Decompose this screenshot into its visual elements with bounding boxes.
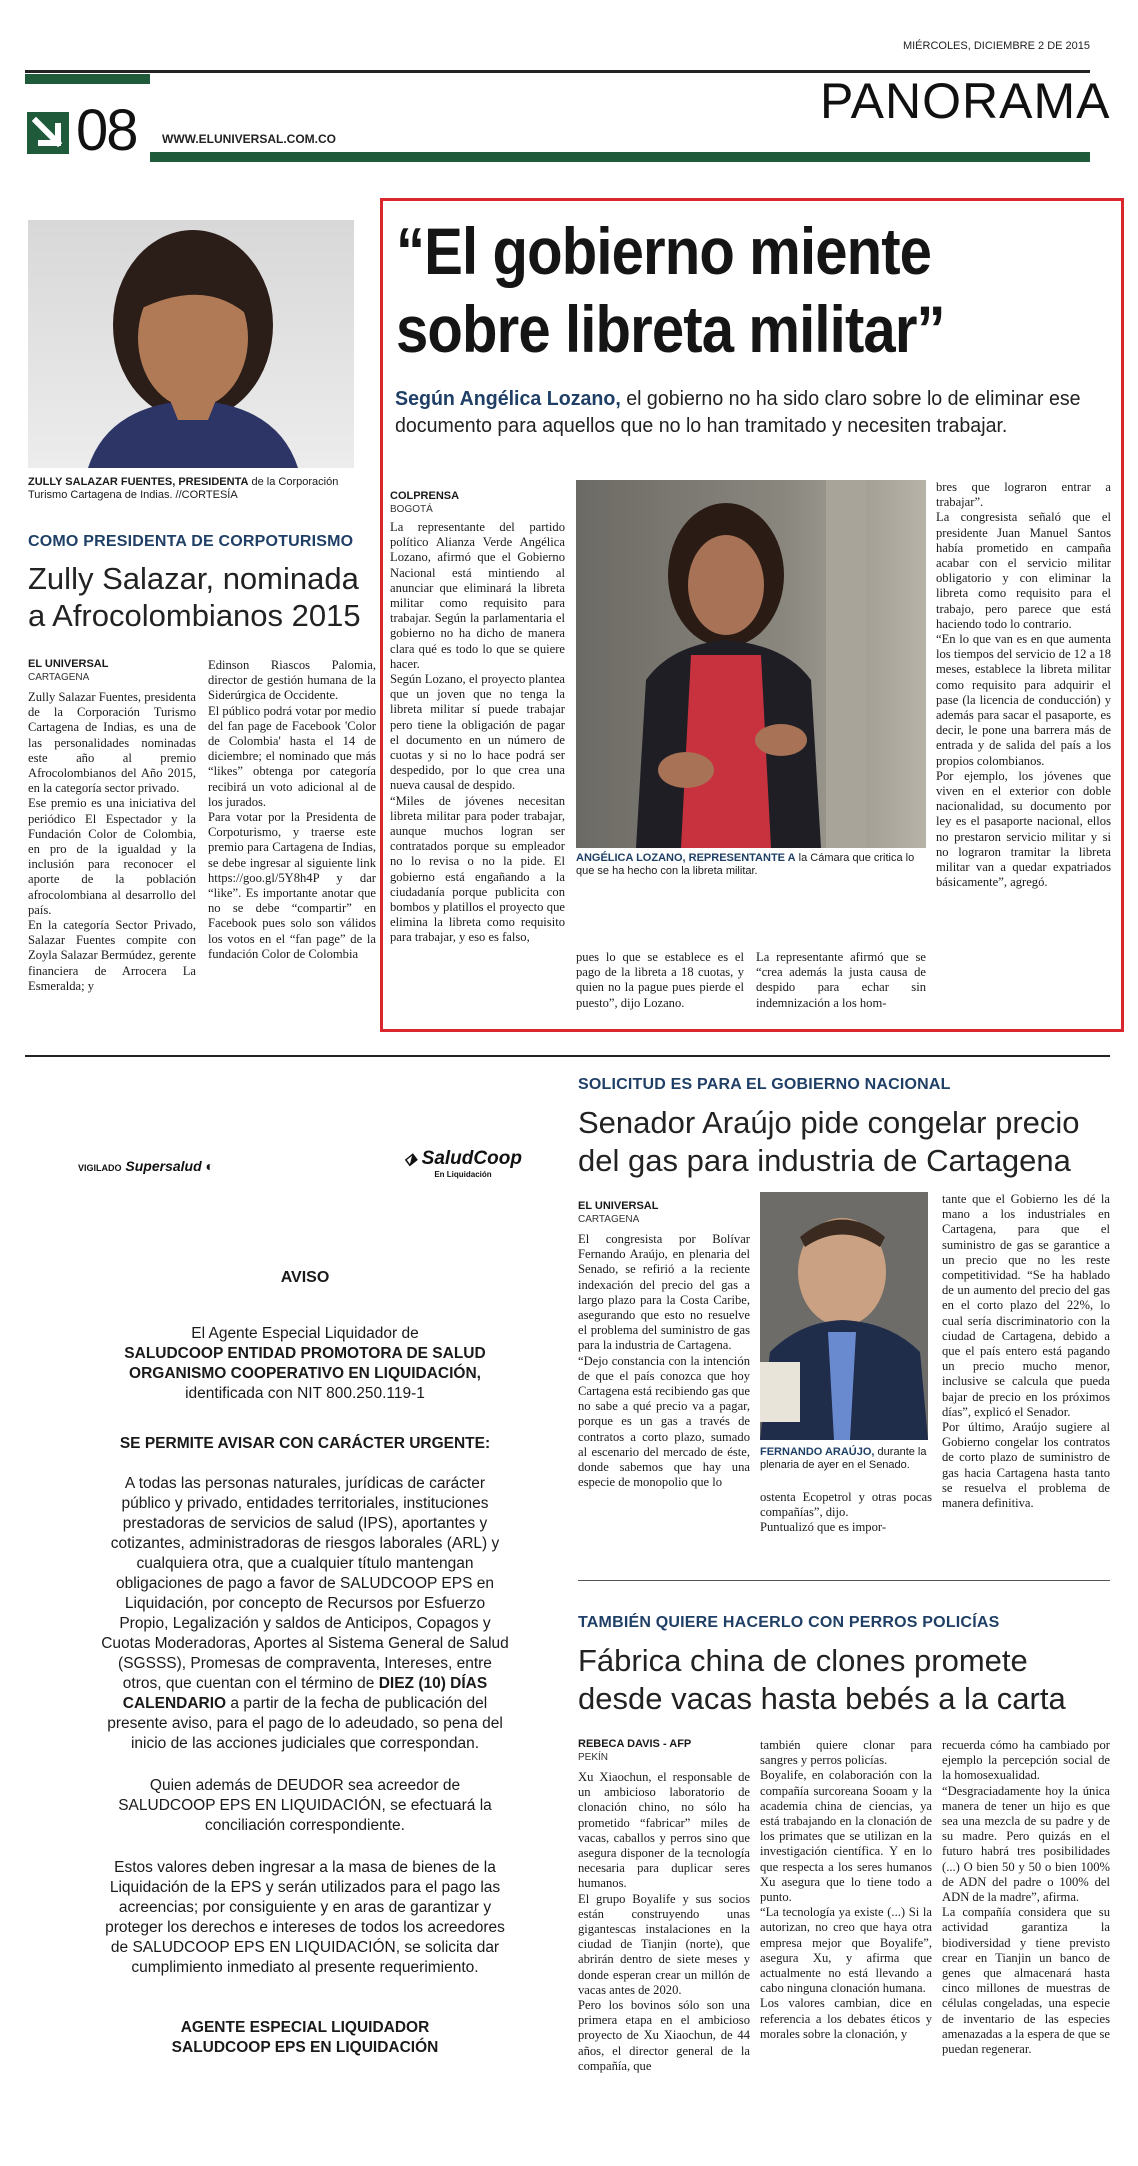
zully-byline: EL UNIVERSAL [28,658,109,670]
saludcoop-mark-icon: ⬗ [404,1151,417,1168]
lozano-headline-line2: sobre libreta militar” [396,292,945,366]
section-divider [25,1055,1110,1057]
lozano-headline [396,212,1030,368]
zully-photo-caption: ZULLY SALAZAR FUENTES, PRESIDENTA de la Corporación Turismo Cartagena de Indias. //CORTESÍA [28,476,339,501]
header-bottom-bar [150,152,1090,162]
notice-paragraph-2: A todas las personas naturales, jurídicas de carácter público y privado, entidades territoriales, instituciones prestadoras de servicios de salud (IPS), aportantes y cotizantes, administradoras de riesgos laborales (ARL) y cualquiera otra, que a cualquier título mantengan obligaciones de pago a favor de SALUDCOOP EPS en Liquidación, por concepto de Recursos por Esfuerzo Propio, Legalización y saldos de Anticipos, Copagos y Cuotas Moderadoras, Aportes al Sistema General de Salud (SGSSS), Promesas de compraventa, Intereses, entre otros, que cuentan con el término de DIEZ (10) DÍAS CALENDARIO a partir de la fecha de publicación del presente aviso, para el pago de lo adeudado, so pena del inicio de las acciones judiciales que correspondan. [101,1475,509,1752]
zully-dateline: CARTAGENA [28,672,90,683]
arrow-down-right-icon [27,112,69,154]
clones-body-col3: recuerda cómo ha cambiado por ejemplo la percepción social de la homosexualidad. “Desgraciadamente hoy la única manera de tener un hijo es que sea una mezcla de su padre y de su madre. Pero quizás en el futuro habrá tres posibilidades (...) O bien 50 y 50 o bien 100% de ADN del padre o 100% del ADN de la madre”, afirma. La compañía considera que su actividad garantiza la biodiversidad y tiene previsto crear en Tianjin un banco de genes que almacenará hasta cinco millones de muestras de células congeladas, una especie de inventario de las especies amenazadas a la espera de que se puedan regenerar. [942,1738,1110,2057]
liquidation-notice [100,1268,510,2058]
clones-body-col2: también quiere clonar para sangres y perros policías. Boyalife, en colaboración con la compañía surcoreana Sooam y la academia china de ciencias, ya está trabajando en la clonación de los primates que se utilizan en la investigación científica. Y en lo que respecta a los seres humanos Xu asegura que lo tiene todo a punto. “La tecnología ya existe (...) Si la autorizan, no creo que haya otra empresa mejor que Boyalife”, asegura Xu, y afirma que actualmente no está llevando a cabo ninguna clonación humana. Los valores cambian, dice en referencia a los debates éticos y morales sobre la clonación, y [760,1738,932,2041]
clones-dateline: PEKÍN [578,1752,609,1763]
notice-signature-2: SALUDCOOP EPS EN LIQUIDACIÓN [171,2039,439,2056]
lozano-deck-highlight: Según Angélica Lozano, [395,388,621,410]
zully-body-col2: Edinson Riascos Palomia, director de gestión humana de la Siderúrgica de Occidente. El público podrá votar por medio del fan page de Facebook 'Color de Colombia' hasta el 14 de diciembre; el nominado que más “likes” obtenga por categoría recibirá un voto adicional al de los jurados. Para votar por la Presidenta de Corpoturismo, y traerse este premio para Cartagena de Indias, se debe ingresar al siguiente link https://goo.gl/5Y8h4P y dar “like”. Es importante anotar que no se debe “compartir” en Facebook pues solo son válidos los votos en el “fan page” de la fundación Color de Colombia [208,658,376,961]
issue-date: MIÉRCOLES, DICIEMBRE 2 DE 2015 [902,40,1090,52]
araujo-body-col3: tante que el Gobierno les dé la mano a los industriales en Cartagena, para que el suministro de gas se garantice a un precio que no les reste competitividad. “Se ha hablado de un aumento del precio del gas en el corto plazo del 22%, lo cual sería discriminatorio con la ciudad de Cartagena, debido a que el país entero está pagando un precio mucho menor, inclusive se calcula que pueda bajar de precio en los próximos días”, explicó el Senador. Por último, Araújo sugiere al Gobierno congelar los contratos de corto plazo de suministro de gas hacia Cartagena hasta tanto se resuelva el problema de manera definitiva. [942,1192,1110,1511]
zully-kicker: COMO PRESIDENTA DE CORPOTURISMO [28,533,354,550]
araujo-photo-caption: FERNANDO ARAÚJO, durante la plenaria de ayer en el Senado. [760,1446,927,1471]
lozano-body-col2: pues lo que se establece es el pago de la libreta a 18 cuotas, y quien no la pague pues pierde el puesto”, dijo Lozano. [576,950,744,1010]
lozano-deck: Según Angélica Lozano, el gobierno no ha sido claro sobre lo de eliminar ese documento para aquellos que no lo han tramitado y necesiten trabajar. [395,388,1081,437]
notice-paragraph-4: Estos valores deben ingresar a la masa de bienes de la Liquidación de la EPS y serán utilizados para el pago las acreencias; por consiguiente y en aras de garantizar y proteger los derechos e intereses de todos los acreedores de SALUDCOOP EPS EN LIQUIDACIÓN, se solicita dar cumplimiento inmediato al presente requerimiento. [105,1859,505,1976]
website-link[interactable]: WWW.ELUNIVERSAL.COM.CO [162,132,336,146]
lozano-body-col4: bres que lograron entrar a trabajar”. La congresista señaló que el presidente Juan Manuel Santos había prometido en campaña acabar con el servicio militar obligatorio y con eliminar la libreta como requisito para el trabajo, pero parece que está haciendo todo lo contrario. “En lo que van es en que aumenta los tiempos del servicio de 12 a 18 meses, establece la libreta militar como requisito para adquirir el pase (la licencia de conducción) y además para sacar el pasaporte, es decir, le pone una barrera más de entrada y de salida del país a los propios colombianos. Por ejemplo, los jóvenes que viven en el exterior con doble nacionalidad, su documento por ley es el pasaporte nacional, ellos no prestaron servicio militar y si no lograron tramitar la libreta militar van a quedar expatriados básicamente”, agregó. [936,480,1111,890]
supersalud-mark-icon: ◐ [205,1158,215,1174]
notice-paragraph-1: El Agente Especial Liquidador de SALUDCOOP ENTIDAD PROMOTORA DE SALUD ORGANISMO COOPERATIVO EN LIQUIDACIÓN, identificada con NIT 800.250.119-1 [124,1325,486,1402]
araujo-photo [760,1192,928,1440]
header-accent-bar [25,74,150,84]
clones-byline: REBECA DAVIS - AFP [578,1738,692,1750]
clones-body-col1: Xu Xiaochun, el responsable de un ambicioso laboratorio de clonación chino, no sólo ha prometido “fabricar” miles de vacas, caballos y perros sino que asegura disponer de la tecnología necesaria para duplicar seres humanos. El grupo Boyalife y sus socios están construyendo unas gigantescas instalaciones en la ciudad de Tianjin (norte), que abrirán dentro de siete meses y donde esperan crear un millón de vacas antes de 2020. Pero los bovinos sólo son una primera etapa en el ambicioso proyecto de Xu Xiaochun, de 44 años, el director general de la compañía, que [578,1770,750,2073]
lozano-headline-line1: “El gobierno miente [396,214,932,288]
araujo-byline: EL UNIVERSAL [578,1200,659,1212]
araujo-headline: Senador Araújo pide congelar precio del gas para industria de Cartagena [578,1105,1080,1178]
lozano-dateline: BOGOTÁ [390,504,433,515]
lozano-photo-caption: ANGÉLICA LOZANO, REPRESENTANTE A la Cámara que critica lo que se ha hecho con la libreta militar. [576,852,915,877]
araujo-dateline: CARTAGENA [578,1214,640,1225]
section-title: PANORAMA [820,73,1111,129]
lozano-body-col3: La representante afirmó que se “crea además la justa causa de despido para echar sin indemnización a los hom- [756,950,926,1010]
araujo-body-col1: El congresista por Bolívar Fernando Araújo, en plenaria del Senado, se refirió a la reciente indexación del precio del gas a largo plazo para la Costa Caribe, asegurando que esto no resuelve el problema del suministro de gas para la industria de Cartagena. “Dejo constancia con la intención de que el país conozca que hoy Cartagena está recibiendo gas que no sabe a qué precio va a pagar, porque es un gas a través de contratos a corto plazo, sumado al escenario del mercado de éste, donde sabemos que hay una especie de monopolio que lo [578,1232,750,1490]
lozano-body-col1: La representante del partido político Alianza Verde Angélica Lozano, afirmó que el Gobierno Nacional está mintiendo al anunciar que eliminará la libreta militar como requisito para trabajar. Según la parlamentaria el gobierno no ha dicho de manera clara qué es todo lo que se quiere hacer. Según Lozano, el proyecto plantea que un joven que no tenga la libreta militar sí puede trabajar pero tiene la obligación de pagar el documento en un número de cuotas y si no lo hace podrá ser despedido, por lo que crea una nueva causal de despido. “Miles de jóvenes necesitan libreta militar para poder trabajar, aunque muchos logran ser contratados porque su empleador no lo revisa o no la pide. El gobierno está engañando a la ciudadanía porque publicita con bombos y platillos el proyecto que elimina la libreta como requisito para trabajar, y eso es falso, [390,520,565,945]
notice-paragraph-3: Quien además de DEUDOR sea acreedor de SALUDCOOP EPS EN LIQUIDACIÓN, se efectuará la conciliación correspondiente. [118,1777,492,1834]
notice-urgent: SE PERMITE AVISAR CON CARÁCTER URGENTE: [119,1435,491,1452]
clones-headline: Fábrica china de clones promete desde vacas hasta bebés a la carta [578,1643,1066,1716]
notice-signature-1: AGENTE ESPECIAL LIQUIDADOR [180,2019,430,2036]
zully-portrait-photo [28,220,354,468]
araujo-body-col2: ostenta Ecopetrol y otras pocas compañías”, dijo. Puntualizó que es impor- [760,1490,932,1535]
article-divider [578,1580,1110,1581]
zully-body-col1: Zully Salazar Fuentes, presidenta de la Corporación Turismo Cartagena de Indias, es una de las personalidades nominadas este año al premio Afrocolombianos del Año 2015, en la categoría sector privado. Ese premio es una iniciativa del periódico El Espectador y la Fundación Color de Colombia, en pro de la igualdad y la inclusión para reconocer el aporte de la población afrocolombiana al desarrollo del país. En la categoría Sector Privado, Salazar Fuentes compite con Zoyla Salazar Bermúdez, gerente financiera de Arrocera La Esmeralda; y [28,690,196,993]
supersalud-logo: VIGILADO Supersalud ◐ [78,1158,215,1174]
lozano-byline: COLPRENSA [390,490,460,502]
clones-kicker: TAMBIÉN QUIERE HACERLO CON PERROS POLICÍAS [578,1614,1000,1631]
saludcoop-logo: ⬗ SaludCoop En Liquidación [404,1148,522,1179]
araujo-kicker: SOLICITUD ES PARA EL GOBIERNO NACIONAL [578,1076,951,1093]
page-number: 08 [76,98,137,163]
lozano-photo [576,480,926,848]
zully-headline: Zully Salazar, nominada a Afrocolombianos 2015 [28,561,361,633]
notice-title: AVISO [280,1269,330,1286]
